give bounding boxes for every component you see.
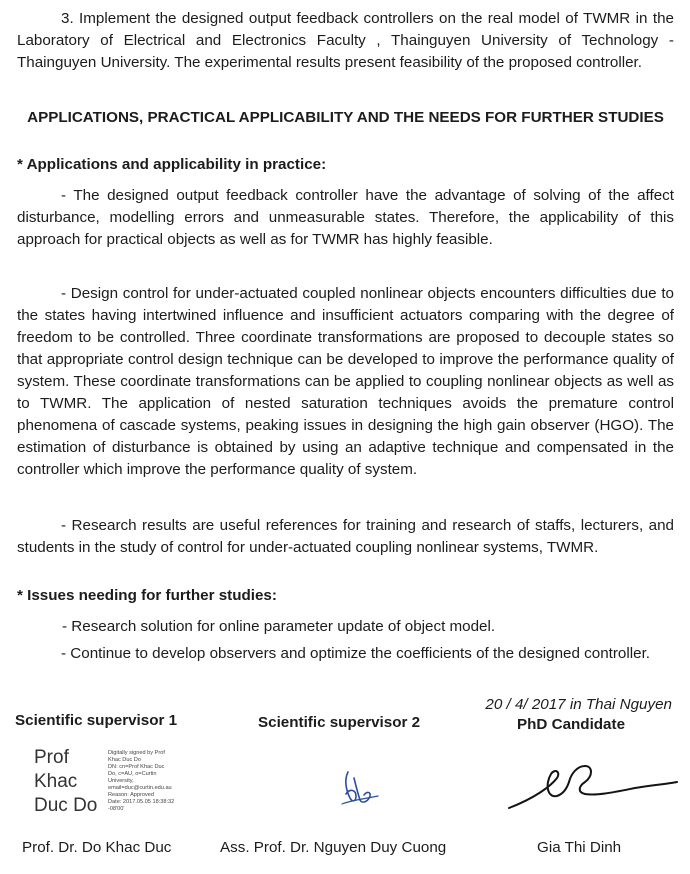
digital-signature-info-line: Do, c=AU, o=Curtin — [108, 771, 157, 777]
intro-paragraph: 3. Implement the designed output feedback controllers on the real model of TWMR in the Laboratory of Electrical and Electronics Faculty , Thainguyen University of Technology - Thainguyen University. The experimental results present feasibility of the proposed controller. — [17, 10, 674, 71]
digital-signature-name — [34, 746, 97, 818]
applications-paragraph-2: - Design control for under-actuated coupled nonlinear objects encounters difficulties due to the states having intertwined influence and insufficient actuators comparing with the degree of freedom to be controlled. Three coordinate transformations are proposed to decouple states so that appropriate control design technique can be developed to improve the performance quality of system. These coordinate transformations can be applied to coupling nonlinear objects as well as to TWMR. The application of nested saturation techniques avoids the premature control phenomena of cascade systems, peaking issues in designing the high gain observer (HGO). The estimation of disturbance is obtained by using an adaptive technique and compensated in the controller which improve the performance quality of system. — [17, 285, 674, 478]
digital-signature-info — [108, 750, 208, 813]
digital-signature-name-line: Prof — [34, 747, 69, 768]
signature-date: 20 / 4/ 2017 in Thai Nguyen — [485, 696, 672, 713]
digital-signature-info-line: email=duc@curtin.edu.au — [108, 785, 172, 791]
candidate-title: PhD Candidate — [517, 716, 626, 733]
digital-signature-info-line: University, — [108, 778, 134, 784]
digital-signature-name-line: Duc Do — [34, 795, 98, 816]
applications-title: * Applications and applicability in practice: — [17, 156, 327, 173]
digital-signature-info-line: -08'00' — [108, 806, 125, 812]
candidate-handwritten-signature — [505, 758, 681, 816]
section-heading: APPLICATIONS, PRACTICAL APPLICABILITY AND THE NEEDS FOR FURTHER STUDIES — [27, 109, 664, 126]
supervisor1-title: Scientific supervisor 1 — [15, 712, 178, 729]
further-studies-item-1: - Research solution for online parameter update of object model. — [62, 618, 496, 635]
supervisor2-handwritten-signature — [334, 766, 384, 810]
digital-signature-info-line: Date: 2017.05.05 18:38:32 — [108, 799, 175, 805]
applications-paragraph-1: - The designed output feedback controller have the advantage of solving of the affect disturbance, modelling errors and unmeasurable states. Therefore, the applicability of this approach for practical objects as well as for TWMR has highly feasible. — [17, 187, 674, 248]
digital-signature-info-line: Khac Duc Do — [108, 757, 141, 763]
applications-paragraph-3: - Research results are useful references for training and research of staffs, lecturers, and students in the study of control for under-actuated coupling nonlinear systems, TWMR. — [17, 517, 674, 556]
further-studies-title: * Issues needing for further studies: — [17, 587, 277, 604]
further-studies-item-2: - Continue to develop observers and optimize the coefficients of the designed controller. — [61, 645, 651, 662]
digital-signature-name-line: Khac — [34, 771, 78, 792]
supervisor2-title: Scientific supervisor 2 — [258, 714, 421, 731]
digital-signature-info-line: DN: cn=Prof Khac Duc — [108, 764, 165, 770]
digital-signature-info-line: Digitally signed by Prof — [108, 750, 165, 756]
candidate-name: Gia Thi Dinh — [537, 839, 622, 856]
supervisor1-name: Prof. Dr. Do Khac Duc — [22, 839, 172, 856]
digital-signature-info-line: Reason: Approved — [108, 792, 155, 798]
supervisor2-name: Ass. Prof. Dr. Nguyen Duy Cuong — [220, 839, 447, 856]
